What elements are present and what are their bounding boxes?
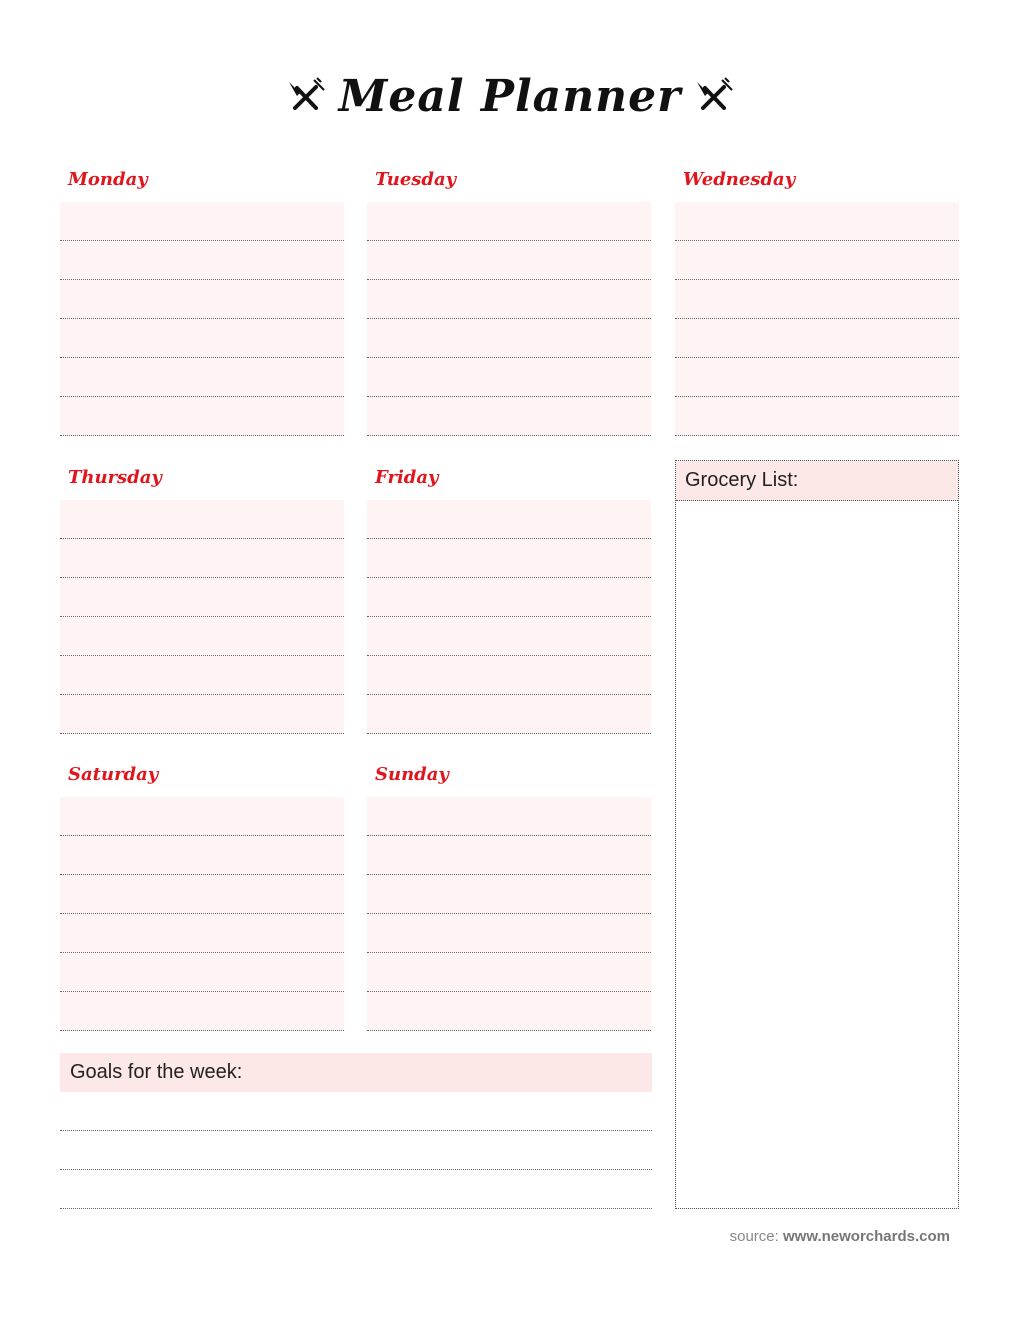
entry-line[interactable] (367, 617, 651, 656)
day-section-sunday (367, 764, 651, 1031)
day-label: Friday (375, 467, 439, 488)
goals-line[interactable] (60, 1131, 652, 1170)
entry-line[interactable] (60, 656, 344, 695)
entry-line[interactable] (367, 397, 651, 436)
entry-line[interactable] (60, 500, 344, 539)
day-label: Sunday (375, 764, 449, 785)
entry-line[interactable] (60, 875, 344, 914)
day-section-friday (367, 467, 651, 734)
day-label: Tuesday (375, 169, 457, 190)
entry-line[interactable] (60, 202, 344, 241)
day-section-thursday (60, 467, 344, 734)
entry-line[interactable] (675, 358, 959, 397)
entry-line[interactable] (367, 656, 651, 695)
day-section-monday (60, 169, 344, 436)
entry-line[interactable] (367, 797, 651, 836)
entry-line[interactable] (675, 319, 959, 358)
source-prefix: source: (729, 1228, 779, 1245)
goals-section (60, 1053, 652, 1209)
day-section-tuesday (367, 169, 651, 436)
grocery-list-label: Grocery List: (676, 461, 958, 501)
entry-line[interactable] (367, 992, 651, 1031)
entry-line[interactable] (675, 280, 959, 319)
entry-line[interactable] (367, 875, 651, 914)
entry-line[interactable] (367, 358, 651, 397)
entry-line[interactable] (60, 319, 344, 358)
day-rows (367, 797, 651, 1031)
cutlery-icon (693, 76, 735, 118)
entry-line[interactable] (367, 953, 651, 992)
entry-line[interactable] (367, 241, 651, 280)
entry-line[interactable] (367, 319, 651, 358)
entry-line[interactable] (60, 578, 344, 617)
entry-line[interactable] (675, 397, 959, 436)
entry-line[interactable] (367, 500, 651, 539)
entry-line[interactable] (60, 914, 344, 953)
day-rows (60, 797, 344, 1031)
day-rows (675, 202, 959, 436)
page-title: Meal Planner (338, 71, 682, 122)
entry-line[interactable] (675, 241, 959, 280)
entry-line[interactable] (60, 992, 344, 1031)
entry-line[interactable] (367, 695, 651, 734)
entry-line[interactable] (60, 358, 344, 397)
source-url[interactable]: www.neworchards.com (783, 1228, 950, 1245)
day-label: Thursday (68, 467, 162, 488)
day-section-saturday (60, 764, 344, 1031)
day-section-wednesday (675, 169, 959, 436)
entry-line[interactable] (367, 202, 651, 241)
entry-line[interactable] (60, 797, 344, 836)
entry-line[interactable] (60, 953, 344, 992)
entry-line[interactable] (60, 241, 344, 280)
entry-line[interactable] (675, 202, 959, 241)
day-rows (60, 202, 344, 436)
goals-label: Goals for the week: (60, 1053, 652, 1092)
grocery-list-box[interactable] (675, 460, 959, 1209)
entry-line[interactable] (60, 280, 344, 319)
cutlery-icon (285, 76, 327, 118)
goals-line[interactable] (60, 1092, 652, 1131)
entry-line[interactable] (60, 695, 344, 734)
goals-line[interactable] (60, 1170, 652, 1209)
entry-line[interactable] (60, 617, 344, 656)
day-rows (60, 500, 344, 734)
entry-line[interactable] (367, 914, 651, 953)
source-credit (730, 1228, 950, 1245)
entry-line[interactable] (60, 539, 344, 578)
entry-line[interactable] (367, 836, 651, 875)
day-rows (367, 500, 651, 734)
entry-line[interactable] (367, 280, 651, 319)
entry-line[interactable] (367, 539, 651, 578)
header (0, 62, 1020, 132)
day-label: Saturday (68, 764, 159, 785)
day-label: Wednesday (683, 169, 796, 190)
day-rows (367, 202, 651, 436)
entry-line[interactable] (367, 578, 651, 617)
entry-line[interactable] (60, 836, 344, 875)
entry-line[interactable] (60, 397, 344, 436)
day-label: Monday (68, 169, 148, 190)
